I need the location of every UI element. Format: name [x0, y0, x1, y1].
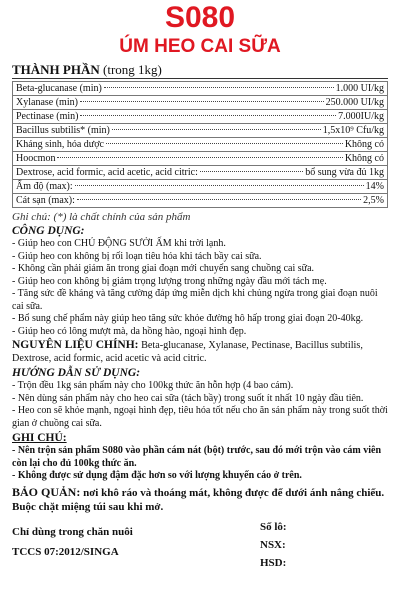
- notes-list: [12, 445, 388, 483]
- usage-note: Chỉ dùng trong chăn nuôi: [12, 525, 133, 538]
- list-item: - Không cần phải giảm ăn trong giai đoạn mới chuyển sang chuồng cai sữa.: [12, 263, 315, 274]
- composition-row: [13, 180, 388, 194]
- footer-left: [12, 522, 133, 572]
- instructions-list: [12, 380, 388, 430]
- composition-row: [13, 194, 388, 208]
- dot-leader: [200, 171, 303, 172]
- composition-row: [13, 138, 388, 152]
- dot-leader: [106, 143, 343, 144]
- storage-block: [12, 485, 388, 514]
- footer: [12, 518, 388, 572]
- composition-name: Bacillus subtilis* (min): [16, 125, 110, 136]
- composition-name: Kháng sinh, hóa dược: [16, 139, 104, 150]
- list-item: - Giúp heo con không bị giảm trọng lượng trong những ngày đầu mới tách mẹ.: [12, 275, 327, 287]
- composition-unit-note: (trong 1kg): [103, 62, 162, 77]
- composition-value: 14%: [365, 181, 384, 192]
- dot-leader: [57, 157, 342, 158]
- composition-name: Dextrose, acid formic, acid acetic, acid citric:: [16, 167, 198, 178]
- exp-date-label: HSD:: [260, 556, 287, 569]
- dot-leader: [80, 101, 324, 102]
- composition-value: 7.000IU/kg: [338, 111, 384, 122]
- composition-footnote: Ghi chú: (*) là chất chính của sản phẩm: [12, 211, 191, 223]
- composition-row: [13, 166, 388, 180]
- composition-name: Ẩm độ (max):: [16, 181, 73, 192]
- composition-name: Xylanase (min): [16, 97, 78, 108]
- lot-label: Số lô:: [260, 520, 287, 533]
- mfg-date-label: NSX:: [260, 538, 286, 551]
- composition-name: Hoocmon: [16, 153, 56, 164]
- divider: [12, 78, 388, 79]
- composition-value: bổ sung vừa đủ 1kg: [305, 167, 384, 178]
- composition-row: [13, 152, 388, 166]
- list-item: - Bổ sung chế phẩm này giúp heo tăng sức khỏe đường hô hấp trong giai đoạn 20-40kg.: [12, 313, 364, 324]
- list-item: - Tăng sức đề kháng và tăng cường đáp ứng miễn dịch khi chủng ngừa trong giai đoạn nuôi cai sữa.: [12, 288, 378, 312]
- ingredients-label: NGUYÊN LIỆU CHÍNH:: [12, 339, 139, 351]
- composition-name: Beta-glucanase (min): [16, 83, 102, 94]
- list-item: - Nên dùng sản phẩm này cho heo cai sữa (tách bầy) trong suốt ít nhất 10 ngày đầu tiên.: [12, 392, 364, 404]
- composition-value: Không có: [344, 153, 384, 164]
- composition-value: 1,5x10⁹ Cfu/kg: [322, 125, 384, 136]
- dot-leader: [104, 87, 334, 88]
- product-name: ÚM HEO CAI SỮA: [119, 36, 281, 57]
- composition-heading: [12, 62, 388, 77]
- list-item: - Không được sử dụng đậm đặc hơn so với lượng khuyến cáo ở trên.: [12, 470, 302, 481]
- list-item: - Heo con sẽ khỏe mạnh, ngoại hình đẹp, tiêu hóa tốt nếu cho ăn sản phẩm này trong suốt thời gian ở chuồng cai sữa.: [12, 405, 388, 429]
- dot-leader: [75, 185, 364, 186]
- composition-value: Không có: [344, 139, 384, 150]
- storage-label: BẢO QUẢN:: [12, 484, 81, 499]
- composition-name: Pectinase (min): [16, 111, 79, 122]
- composition-table: [12, 81, 388, 208]
- composition-row: [13, 96, 388, 110]
- product-label: [0, 2, 400, 602]
- composition-value: 2,5%: [363, 195, 384, 206]
- composition-row: [13, 124, 388, 138]
- composition-heading-text: THÀNH PHẦN: [12, 62, 100, 77]
- composition-value: 1.000 UI/kg: [335, 83, 384, 94]
- product-code: S080: [164, 1, 236, 34]
- list-item: - Giúp heo con CHỦ ĐỘNG SƯỞI ẤM khi trời lạnh.: [12, 238, 226, 249]
- dot-leader: [112, 129, 321, 130]
- list-item: - Trộn đều 1kg sản phẩm này cho 100kg thức ăn hỗn hợp (4 bao cám).: [12, 380, 294, 391]
- footer-right: [260, 518, 388, 572]
- instructions-heading: HƯỚNG DẪN SỬ DỤNG:: [12, 367, 141, 379]
- uses-heading: CÔNG DỤNG:: [12, 225, 85, 237]
- list-item: - Giúp heo có lông mượt mà, da hồng hào, ngoại hình đẹp.: [12, 325, 247, 337]
- ingredients-block: [12, 339, 388, 365]
- composition-row: [13, 82, 388, 96]
- storage-text: nơi khô ráo và thoáng mát, không được để dưới ánh nắng chiếu. Buộc chặt miệng túi sau khi mở.: [12, 486, 385, 513]
- title-block: [12, 2, 388, 58]
- standard-code: TCCS 07:2012/SINGA: [12, 545, 119, 558]
- composition-row: [13, 110, 388, 124]
- composition-name: Cát sạn (max):: [16, 195, 75, 206]
- uses-list: [12, 238, 388, 338]
- ingredients-text: Beta-glucanase, Xylanase, Pectinase, Bacillus subtilis, Dextrose, acid formic, acid acetic và acid citric.: [12, 340, 363, 364]
- list-item: - Giúp heo con không bị rối loạn tiêu hóa khi tách bầy cai sữa.: [12, 250, 262, 262]
- dot-leader: [80, 115, 336, 116]
- dot-leader: [77, 199, 361, 200]
- composition-value: 250.000 UI/kg: [325, 97, 384, 108]
- list-item: - Nên trộn sản phẩm S080 vào phần cám nát (bột) trước, sau đó mới trộn vào cám viên còn lại cho đủ 100kg thức ăn.: [12, 445, 382, 469]
- notes-heading: GHI CHÚ:: [12, 432, 67, 444]
